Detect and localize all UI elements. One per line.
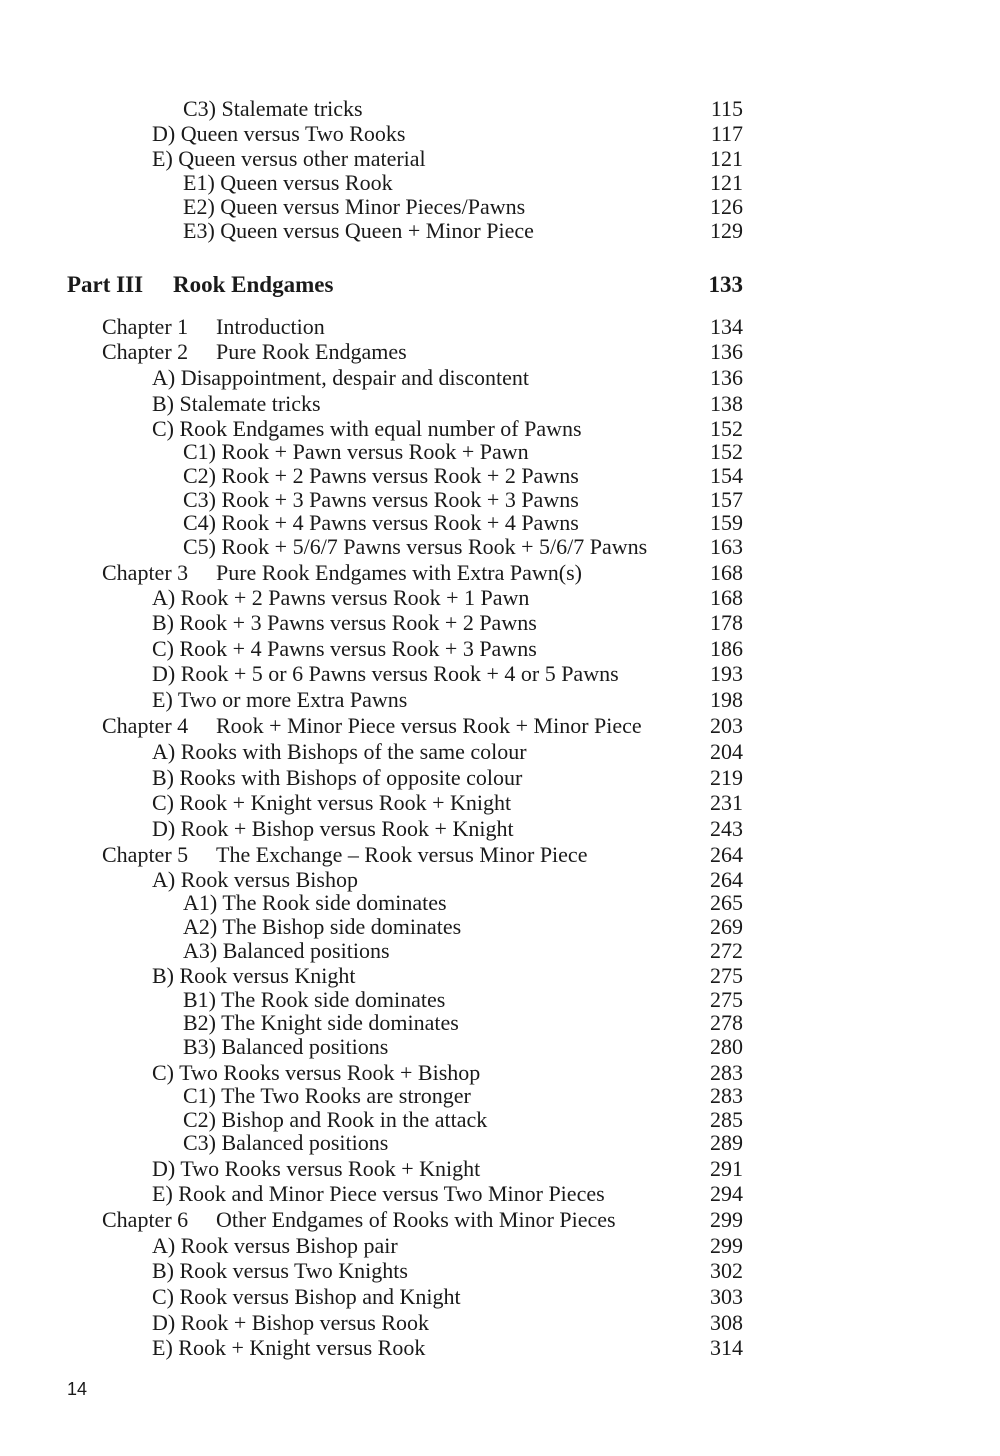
toc-entry-page: 302 xyxy=(710,1258,743,1283)
toc-entry-page: 204 xyxy=(710,739,743,764)
toc-entry-title: A) Disappointment, despair and discontent xyxy=(152,365,529,390)
chapter-title: Other Endgames of Rooks with Minor Pieces xyxy=(216,1207,616,1232)
toc-entry-title: E) Queen versus other material xyxy=(152,146,426,171)
toc-entry-title: B) Rook versus Two Knights xyxy=(152,1258,408,1283)
toc-entry xyxy=(0,1335,1000,1361)
toc-entry xyxy=(0,534,1000,560)
toc-entry-page: 138 xyxy=(710,391,743,416)
toc-entry-title: B2) The Knight side dominates xyxy=(183,1010,459,1035)
toc-entry-page: 291 xyxy=(710,1156,743,1181)
toc-entry xyxy=(0,636,1000,662)
toc-entry-page: 275 xyxy=(710,963,743,988)
toc-entry xyxy=(0,218,1000,244)
toc-entry-page: 121 xyxy=(710,170,743,195)
toc-entry-title: C) Rook versus Bishop and Knight xyxy=(152,1284,461,1309)
toc-entry xyxy=(0,1310,1000,1336)
toc-entry-page: 203 xyxy=(710,713,743,738)
toc-chapter xyxy=(0,713,1000,739)
toc-entry xyxy=(0,121,1000,147)
toc-entry-page: 278 xyxy=(710,1010,743,1035)
toc-entry xyxy=(0,510,1000,536)
toc-entry-title: D) Rook + 5 or 6 Pawns versus Rook + 4 or 5 Pawns xyxy=(152,661,619,686)
toc-entry-title: C2) Bishop and Rook in the attack xyxy=(183,1107,488,1132)
toc-entry-title: C) Rook Endgames with equal number of Pawns xyxy=(152,416,582,441)
toc-entry-page: 168 xyxy=(710,560,743,585)
toc-entry-page: 283 xyxy=(710,1083,743,1108)
toc-entry-title: B3) Balanced positions xyxy=(183,1034,389,1059)
toc-entry xyxy=(0,661,1000,687)
toc-entry-title: B1) The Rook side dominates xyxy=(183,987,446,1012)
toc-entry xyxy=(0,439,1000,465)
toc-entry xyxy=(0,1156,1000,1182)
toc-entry-title: A) Rook versus Bishop xyxy=(152,867,358,892)
toc-entry-page: 129 xyxy=(710,218,743,243)
toc-entry-page: 133 xyxy=(708,272,743,297)
toc-entry-page: 264 xyxy=(710,867,743,892)
toc-entry-title: E2) Queen versus Minor Pieces/Pawns xyxy=(183,194,526,219)
toc-entry xyxy=(0,963,1000,989)
toc-entry-page: 294 xyxy=(710,1181,743,1206)
toc-entry-page: 272 xyxy=(710,938,743,963)
toc-entry-page: 243 xyxy=(710,816,743,841)
toc-entry-title: C) Rook + Knight versus Rook + Knight xyxy=(152,790,512,815)
toc-entry xyxy=(0,391,1000,417)
page-number: 14 xyxy=(67,1379,88,1399)
toc-entry xyxy=(0,938,1000,964)
toc-entry-title: C3) Balanced positions xyxy=(183,1130,389,1155)
toc-entry xyxy=(0,790,1000,816)
toc-entry-page: 163 xyxy=(710,534,743,559)
toc-entry-page: 299 xyxy=(710,1233,743,1258)
toc-entry-title: D) Rook + Bishop versus Rook xyxy=(152,1310,430,1335)
toc-entry-title: A) Rook + 2 Pawns versus Rook + 1 Pawn xyxy=(152,585,530,610)
toc-entry-title: C) Rook + 4 Pawns versus Rook + 3 Pawns xyxy=(152,636,537,661)
toc-chapter xyxy=(0,314,1000,340)
toc-entry-title: A) Rook versus Bishop pair xyxy=(152,1233,398,1258)
toc-entry xyxy=(0,739,1000,765)
toc-chapter xyxy=(0,842,1000,868)
toc-entry xyxy=(0,610,1000,636)
toc-entry xyxy=(0,194,1000,220)
chapter-title: The Exchange – Rook versus Minor Piece xyxy=(216,842,588,867)
chapter-label: Chapter 2 xyxy=(102,339,189,364)
toc-entry-title: A3) Balanced positions xyxy=(183,938,390,963)
toc-entry xyxy=(0,765,1000,791)
toc-entry xyxy=(0,365,1000,391)
toc-entry-page: 299 xyxy=(710,1207,743,1232)
chapter-title: Pure Rook Endgames xyxy=(216,339,407,364)
toc-entry-page: 193 xyxy=(710,661,743,686)
toc-entry-page: 285 xyxy=(710,1107,743,1132)
toc-entry xyxy=(0,1034,1000,1060)
chapter-label: Chapter 5 xyxy=(102,842,189,867)
toc-entry xyxy=(0,585,1000,611)
toc-entry-title: D) Two Rooks versus Rook + Knight xyxy=(152,1156,481,1181)
toc-entry xyxy=(0,463,1000,489)
toc-chapter xyxy=(0,560,1000,586)
toc-entry-title: D) Rook + Bishop versus Rook + Knight xyxy=(152,816,514,841)
toc-entry-title: E3) Queen versus Queen + Minor Piece xyxy=(183,218,534,243)
toc-entry xyxy=(0,1258,1000,1284)
toc-entry xyxy=(0,170,1000,196)
toc-part-heading xyxy=(0,272,1000,298)
toc-entry-title: B) Rook versus Knight xyxy=(152,963,356,988)
toc-entry xyxy=(0,1010,1000,1036)
toc-chapter xyxy=(0,1207,1000,1233)
toc-entry xyxy=(0,146,1000,172)
part-label: Part III xyxy=(67,272,144,297)
chapter-label: Chapter 6 xyxy=(102,1207,189,1232)
toc-entry-page: 280 xyxy=(710,1034,743,1059)
toc-entry-title: A1) The Rook side dominates xyxy=(183,890,447,915)
toc-entry xyxy=(0,914,1000,940)
toc-entry-page: 265 xyxy=(710,890,743,915)
toc-entry xyxy=(0,1284,1000,1310)
toc-entry-title: C1) The Two Rooks are stronger xyxy=(183,1083,471,1108)
toc-entry-title: B) Rooks with Bishops of opposite colour xyxy=(152,765,523,790)
toc-entry-title: D) Queen versus Two Rooks xyxy=(152,121,406,146)
toc-entry-page: 157 xyxy=(710,487,743,512)
toc-entry-page: 269 xyxy=(710,914,743,939)
toc-entry-title: E1) Queen versus Rook xyxy=(183,170,393,195)
toc-entry-title: C3) Stalemate tricks xyxy=(183,96,363,121)
toc-entry xyxy=(0,96,1000,122)
toc-entry-title: A2) The Bishop side dominates xyxy=(183,914,462,939)
toc-entry-page: 134 xyxy=(710,314,743,339)
toc-entry-title: B) Stalemate tricks xyxy=(152,391,321,416)
toc-entry-page: 117 xyxy=(710,121,743,146)
toc-entry-title: E) Rook and Minor Piece versus Two Minor Pieces xyxy=(152,1181,605,1206)
toc-entry xyxy=(0,1083,1000,1109)
toc-entry-title: C) Two Rooks versus Rook + Bishop xyxy=(152,1060,481,1085)
toc-entry-page: 168 xyxy=(710,585,743,610)
toc-entry-page: 121 xyxy=(710,146,743,171)
toc-entry xyxy=(0,890,1000,916)
toc-entry-page: 159 xyxy=(710,510,743,535)
toc-entry-page: 314 xyxy=(710,1335,743,1360)
toc-entry-page: 264 xyxy=(710,842,743,867)
toc-entry-page: 219 xyxy=(710,765,743,790)
toc-entry-title: C4) Rook + 4 Pawns versus Rook + 4 Pawns xyxy=(183,510,579,535)
chapter-label: Chapter 4 xyxy=(102,713,189,738)
toc-entry-page: 115 xyxy=(710,96,743,121)
toc-entry-page: 178 xyxy=(710,610,743,635)
chapter-title: Pure Rook Endgames with Extra Pawn(s) xyxy=(216,560,582,585)
toc-entry-page: 275 xyxy=(710,987,743,1012)
toc-entry-page: 289 xyxy=(710,1130,743,1155)
toc-entry-page: 303 xyxy=(710,1284,743,1309)
part-title: Rook Endgames xyxy=(173,272,334,297)
toc-chapter xyxy=(0,339,1000,365)
toc-entry-page: 126 xyxy=(710,194,743,219)
toc-entry-page: 231 xyxy=(710,790,743,815)
toc-entry xyxy=(0,1233,1000,1259)
toc-entry-title: C3) Rook + 3 Pawns versus Rook + 3 Pawns xyxy=(183,487,579,512)
toc-entry-page: 308 xyxy=(710,1310,743,1335)
chapter-title: Rook + Minor Piece versus Rook + Minor Piece xyxy=(216,713,642,738)
chapter-label: Chapter 3 xyxy=(102,560,189,585)
toc-entry-title: C1) Rook + Pawn versus Rook + Pawn xyxy=(183,439,529,464)
toc-entry-title: C5) Rook + 5/6/7 Pawns versus Rook + 5/6/7 Pawns xyxy=(183,534,648,559)
toc-entry-page: 152 xyxy=(710,439,743,464)
chapter-title: Introduction xyxy=(216,314,325,339)
toc-entry-page: 152 xyxy=(710,416,743,441)
toc-entry xyxy=(0,816,1000,842)
toc-entry-page: 136 xyxy=(710,365,743,390)
toc-entry-page: 198 xyxy=(710,687,743,712)
toc-entry-title: C2) Rook + 2 Pawns versus Rook + 2 Pawns xyxy=(183,463,579,488)
toc-entry xyxy=(0,687,1000,713)
toc-entry-title: E) Two or more Extra Pawns xyxy=(152,687,408,712)
toc-entry-page: 186 xyxy=(710,636,743,661)
toc-entry-title: A) Rooks with Bishops of the same colour xyxy=(152,739,527,764)
toc-entry-page: 283 xyxy=(710,1060,743,1085)
toc-entry xyxy=(0,1130,1000,1156)
toc-entry-title: E) Rook + Knight versus Rook xyxy=(152,1335,426,1360)
chapter-label: Chapter 1 xyxy=(102,314,189,339)
toc-entry-page: 136 xyxy=(710,339,743,364)
toc-entry-page: 154 xyxy=(710,463,743,488)
toc-entry xyxy=(0,1181,1000,1207)
toc-entry-title: B) Rook + 3 Pawns versus Rook + 2 Pawns xyxy=(152,610,537,635)
